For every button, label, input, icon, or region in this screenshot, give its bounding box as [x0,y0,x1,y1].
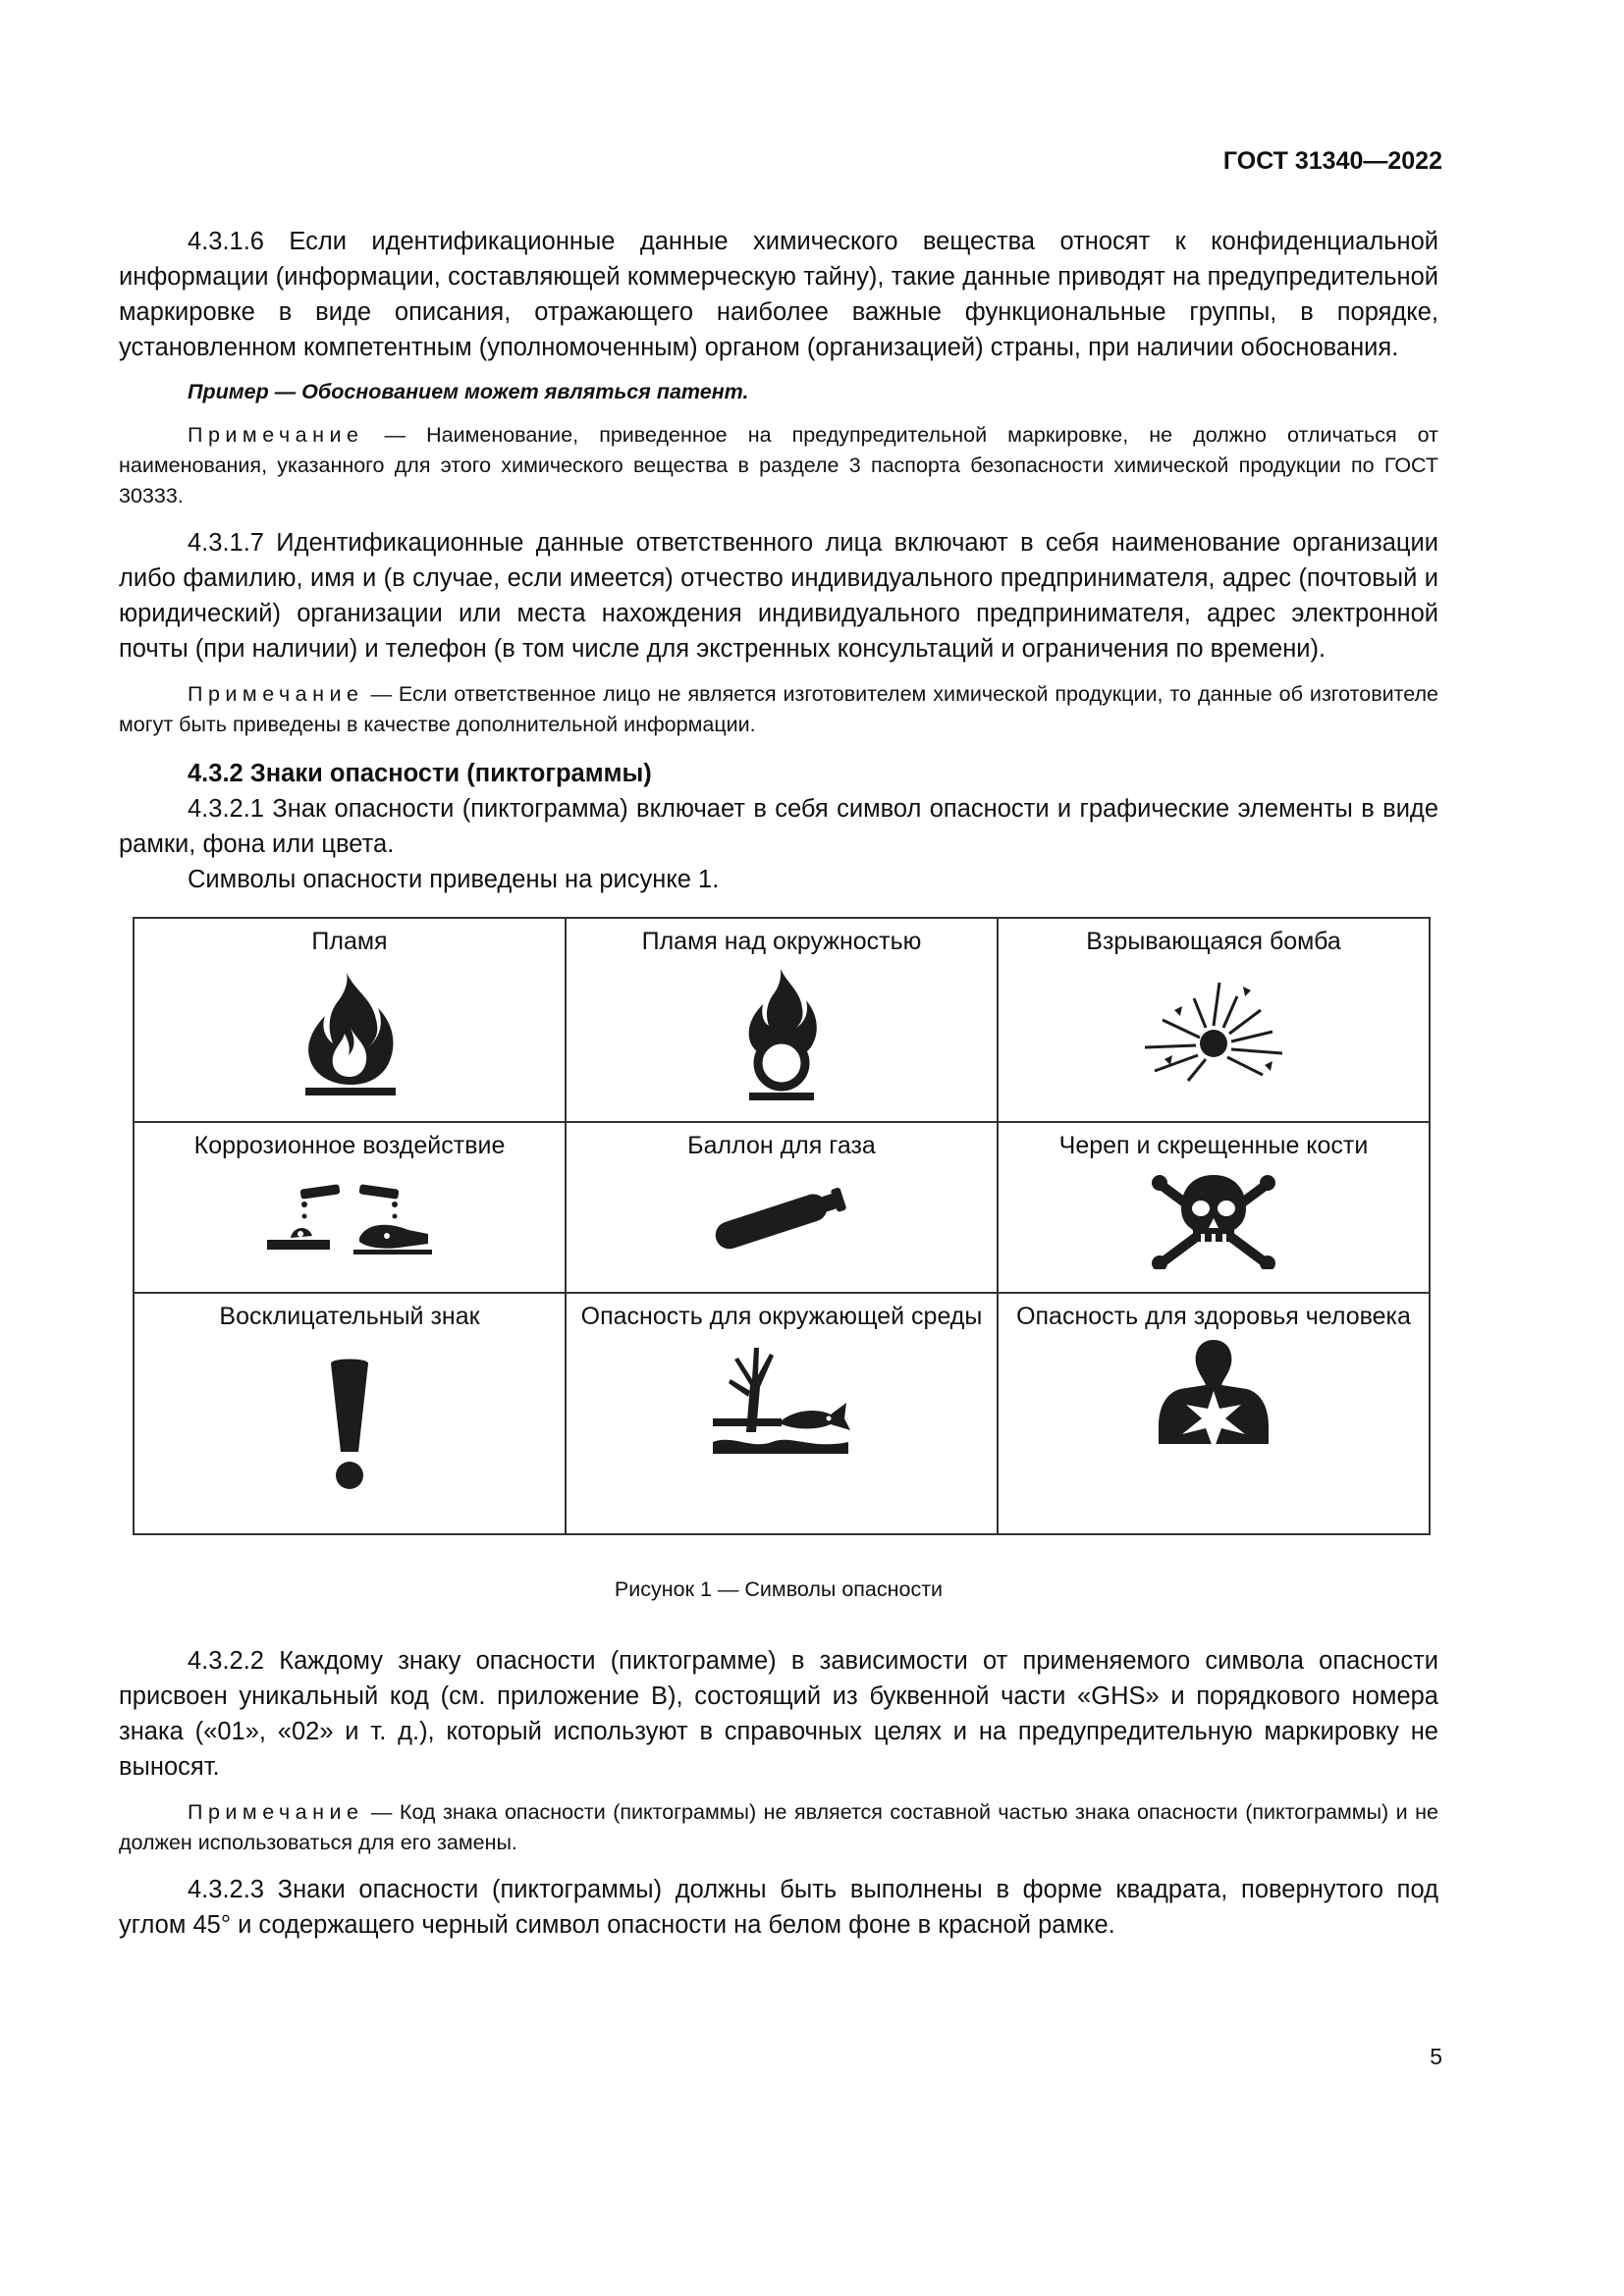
paragraph-4-3-1-6: 4.3.1.6 Если идентификационные данные химического вещества относят к конфиденциальной информации (информации, составляющей коммерческую тайну), такие данные приводят на предупредительной маркировке в виде описания, отражающего наиболее важные функциональные группы, в порядке, установленном компетентным (уполномоченным) органом (организацией) страны, при наличии обоснования. [119,228,1438,361]
symbol-cell-skull-crossbones [998,1122,1430,1293]
symbol-cell-exploding-bomb [998,918,1430,1122]
symbol-title: Баллон для газа [687,1132,876,1159]
page-body [119,224,1438,1943]
symbol-cell-flame-over-circle [566,918,998,1122]
symbol-title: Опасность для здоровья человека [1016,1303,1411,1330]
note-text: — Код знака опасности (пиктограммы) не является составной частью знака опасности (пиктограммы) и не должен использоваться для его замены. [119,1800,1438,1854]
gas-cylinder-icon [703,1179,860,1257]
symbol-cell-flame [134,918,566,1122]
symbol-cell-exclamation [134,1293,566,1534]
symbol-title: Восклицательный знак [219,1303,480,1330]
note-2 [119,679,1438,740]
example-text: Пример — Обоснованием может являться патент. [188,380,749,403]
corrosion-icon [261,1179,438,1257]
symbol-title: Пламя над окружностью [641,928,922,955]
symbol-title: Пламя [311,928,388,955]
note-text: — Наименование, приведенное на предупредительной маркировке, не должно отличаться от наименования, указанного для этого химического вещества в разделе 3 паспорта безопасности химической продукции по ГОСТ 30333. [119,423,1438,507]
figure-1 [133,917,1438,1535]
paragraph-4-3-2-3: 4.3.2.3 Знаки опасности (пиктограммы) должны быть выполнены в форме квадрата, повернутого под углом 45° и содержащего черный символ опасности на белом фоне в красной рамке. [119,1876,1438,1939]
symbol-title: Череп и скрещенные кости [1058,1132,1369,1159]
symbol-title: Коррозионное воздействие [193,1132,506,1159]
symbol-cell-corrosion [134,1122,566,1293]
figure-reference: Символы опасности приведены на рисунке 1. [188,866,720,893]
figure-caption: Рисунок 1 — Символы опасности [614,1577,944,1601]
health-hazard-icon [1155,1336,1272,1464]
note-text: — Если ответственное лицо не является изготовителем химической продукции, то данные об изготовителе могут быть приведены в качестве дополнительной информации. [119,682,1438,736]
paragraph-4-3-2-1: 4.3.2.1 Знак опасности (пиктограмма) включает в себя символ опасности и графические элементы в виде рамки, фона или цвета. [119,795,1438,858]
note-label: Примечание [188,423,364,447]
flame-icon [296,969,404,1096]
note-label: Примечание [188,1800,364,1824]
symbol-cell-environment [566,1293,998,1534]
document-code: ГОСТ 31340—2022 [1222,147,1442,175]
section-heading-4-3-2: 4.3.2 Знаки опасности (пиктограммы) [188,760,652,787]
environment-icon [713,1340,850,1458]
paragraph-4-3-1-7: 4.3.1.7 Идентификационные данные ответственного лица включают в себя наименование организации либо фамилию, имя и (в случае, если имеется) отчество индивидуального предпринимателя, адрес (почтовый и юридический) организации или места нахождения индивидуального предпринимателя, адрес электронной почты (при наличии) и телефон (в том числе для экстренных консультаций и ограничения по времени). [119,529,1438,663]
paragraph-4-3-2-2: 4.3.2.2 Каждому знаку опасности (пиктограмме) в зависимости от применяемого символа опасности присвоен уникальный код (см. приложение В), состоящий из буквенной части «GHS» и порядкового номера знака («01», «02» и т. д.), который используют в справочных целях и на предупредительную маркировку не выносят. [119,1647,1438,1781]
symbol-cell-gas-cylinder [566,1122,998,1293]
skull-crossbones-icon [1150,1171,1277,1269]
exclamation-mark-icon [325,1356,374,1493]
note-1 [119,420,1438,511]
symbol-title: Опасность для окружающей среды [580,1303,983,1330]
note-label: Примечание [188,682,364,706]
page-number: 5 [1430,2044,1442,2069]
flame-over-circle-icon [737,967,826,1104]
symbol-title: Взрывающаяся бомба [1086,928,1341,955]
note-3 [119,1797,1438,1858]
hazard-symbols-table [133,917,1431,1535]
symbol-cell-health-hazard [998,1293,1430,1534]
exploding-bomb-icon [1135,977,1292,1085]
